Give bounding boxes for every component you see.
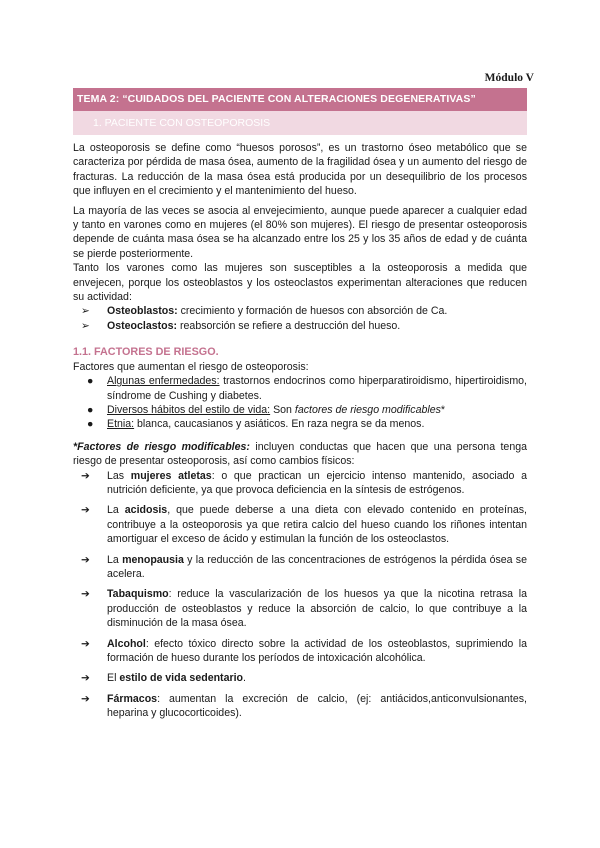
intro-paragraph-3: Tanto los varones como las mujeres son susceptibles a la osteoporosis a medida que envejecen, porque los osteoblastos y los osteoclastos experimentan alteraciones que reducen su actividad: xyxy=(73,262,527,304)
definition: crecimiento y formación de huesos con absorción de Ca. xyxy=(177,305,448,318)
item-term: menopausia xyxy=(122,553,184,566)
list-item xyxy=(73,403,527,417)
risk-factors-list xyxy=(73,374,527,432)
list-item xyxy=(73,304,527,318)
chevron-bullet-icon: ➢ xyxy=(81,305,90,318)
list-item xyxy=(73,319,527,333)
topic-title-banner: TEMA 2: “CUIDADOS DEL PACIENTE CON ALTERACIONES DEGENERATIVAS” xyxy=(73,88,527,111)
term-osteoblastos: Osteoblastos: xyxy=(107,305,178,318)
factor-text: Son xyxy=(270,403,295,416)
item-term: acidosis xyxy=(124,504,168,517)
item-term: mujeres atletas xyxy=(130,469,212,482)
definition: reabsorción se refiere a destrucción del hueso. xyxy=(177,319,401,332)
list-item xyxy=(73,374,527,403)
risk-factors-lead: Factores que aumentan el riesgo de osteoporosis: xyxy=(73,360,309,373)
intro-paragraph-1: La osteoporosis se define como “huesos porosos”, es un trastorno óseo metabólico que se caracteriza por pérdida de masa ósea, aumento de la fragilidad ósea y un aumento del riesgo de fracturas. La reducción de la masa ósea está producida por un desequilibrio de los procesos que influyen en el crecimiento y el mantenimiento del hueso. xyxy=(73,142,527,198)
item-text: : aumentan la excreción de calcio, (ej: antiácidos,anticonvulsionantes, heparina y glucocorticoides). xyxy=(107,692,527,720)
bullet-dot-icon: ● xyxy=(87,418,94,431)
item-term: Tabaquismo xyxy=(107,588,169,601)
item-text: : o que practican un ejercicio intenso mantenido, asociado a nutrición deficiente, ya que provoca deficiencia en la síntesis de estrógenos. xyxy=(107,469,527,496)
item-pre: El xyxy=(107,672,120,685)
arrow-bullet-icon: ➔ xyxy=(81,553,90,566)
item-text: : reduce la vascularización de los huesos ya que la nicotina retrasa la producción de osteoblastos y reduce la absorción de calcio, lo que contribuye a la disminución de la masa ósea. xyxy=(107,588,527,630)
chevron-bullet-icon: ➢ xyxy=(81,319,90,332)
item-pre: La xyxy=(107,504,125,517)
item-term: estilo de vida sedentario xyxy=(119,672,244,685)
list-item xyxy=(73,637,527,666)
list-item xyxy=(73,417,527,431)
risk-factors-heading: 1.1. FACTORES DE RIESGO. xyxy=(73,346,219,359)
modifiable-term: *Factores de riesgo modificables: xyxy=(73,440,250,453)
arrow-bullet-icon: ➔ xyxy=(81,588,90,601)
item-term: Fármacos xyxy=(107,692,158,705)
list-item xyxy=(73,469,527,498)
item-pre: La xyxy=(107,553,123,566)
list-item xyxy=(73,671,527,685)
list-item xyxy=(73,692,527,721)
item-text: y la reducción de las concentraciones de estrógenos la pérdida ósea se acelera. xyxy=(107,553,527,580)
module-label: Módulo V xyxy=(484,72,534,84)
bone-cells-list xyxy=(73,304,527,333)
item-text: , que puede deberse a una dieta con elevado contenido en proteínas, contribuye a la osteoporosis ya que retira calcio del hueso cuando los riñones intentan amortiguar el exceso de ácido y estimulan la función de los osteoclastos. xyxy=(107,504,527,546)
document-body xyxy=(73,141,527,727)
list-item xyxy=(73,587,527,630)
arrow-bullet-icon: ➔ xyxy=(81,469,90,482)
factor-label: Algunas enfermedades: xyxy=(107,375,220,388)
term-osteoclastos: Osteoclastos: xyxy=(107,319,178,332)
bullet-dot-icon: ● xyxy=(87,375,94,388)
item-text: : efecto tóxico directo sobre la actividad de los osteoblastos, suprimiendo la formación de hueso durante los períodos de intoxicación alcohólica. xyxy=(107,637,527,664)
item-term: Alcohol xyxy=(107,637,146,650)
modifiable-factors-paragraph xyxy=(73,440,527,469)
section-heading: 1. PACIENTE CON OSTEOPOROSIS xyxy=(73,111,527,135)
item-text: . xyxy=(243,672,246,685)
bullet-dot-icon: ● xyxy=(87,403,94,416)
arrow-bullet-icon: ➔ xyxy=(81,637,90,650)
intro-paragraph-2: La mayoría de las veces se asocia al envejecimiento, aunque puede aparecer a cualquier edad y tanto en varones como en mujeres (el 80% son mujeres). El riesgo de presentar osteoporosis depende de cuánta masa ósea se ha alcanzado entre los 25 y los 35 años de edad y de cuánta se pierde posteriormente. xyxy=(73,204,527,260)
list-item xyxy=(73,553,527,582)
factor-text: trastornos endocrinos como hiperparatiroidismo, hipertiroidismo, síndrome de Cushing y diabetes. xyxy=(107,375,527,402)
arrow-bullet-icon: ➔ xyxy=(81,504,90,517)
factor-italic: factores de riesgo modificables xyxy=(294,403,441,416)
factor-label: Etnia: xyxy=(107,418,135,431)
modifiable-factors-list xyxy=(73,469,527,721)
asterisk: * xyxy=(440,403,446,416)
item-pre: Las xyxy=(107,469,131,482)
list-item xyxy=(73,503,527,546)
factor-label: Diversos hábitos del estilo de vida: xyxy=(107,403,271,416)
arrow-bullet-icon: ➔ xyxy=(81,692,90,705)
factor-text: blanca, caucasianos y asiáticos. En raza negra se da menos. xyxy=(134,418,425,431)
arrow-bullet-icon: ➔ xyxy=(81,672,90,685)
modifiable-text: incluyen conductas que hacen que una persona tenga riesgo de presentar osteoporosis, así como cambios físicos: xyxy=(73,440,527,468)
